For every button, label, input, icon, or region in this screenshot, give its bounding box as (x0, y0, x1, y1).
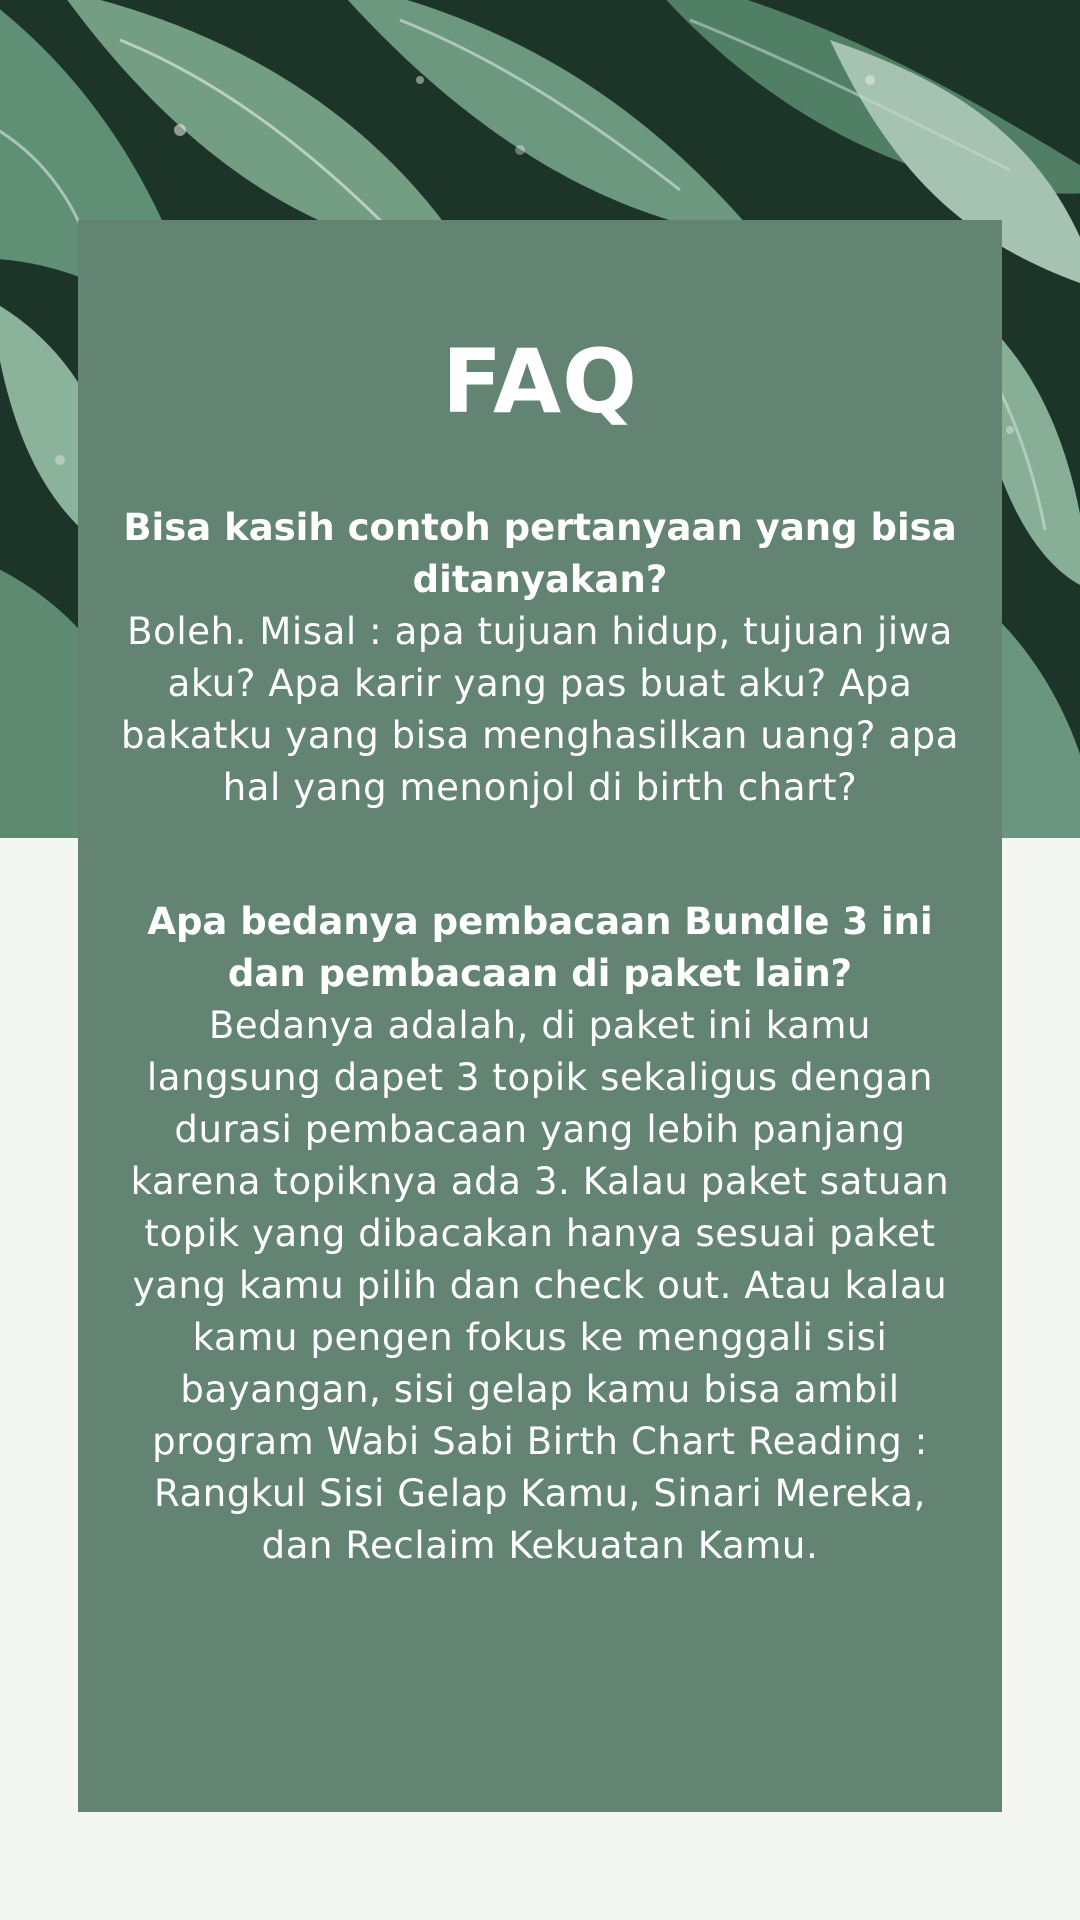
faq-item (118, 896, 962, 1572)
faq-title: FAQ (442, 330, 638, 433)
faq-answer: Bedanya adalah, di paket ini kamu langsung dapet 3 topik sekaligus dengan durasi pembacaan yang lebih panjang karena topiknya ada 3. Kalau paket satuan topik yang dibacakan hanya sesuai paket yang kamu pilih dan check out. Atau kalau kamu pengen fokus ke menggali sisi bayangan, sisi gelap kamu bisa ambil program Wabi Sabi Birth Chart Reading : Rangkul Sisi Gelap Kamu, Sinari Mereka, dan Reclaim Kekuatan Kamu. (130, 1004, 950, 1567)
faq-question: Apa bedanya pembacaan Bundle 3 ini dan pembacaan di paket lain? (147, 900, 933, 995)
faq-answer: Boleh. Misal : apa tujuan hidup, tujuan jiwa aku? Apa karir yang pas buat aku? Apa bakatku yang bisa menghasilkan uang? apa hal yang menonjol di birth chart? (120, 610, 960, 809)
faq-question: Bisa kasih contoh pertanyaan yang bisa ditanyakan? (123, 506, 957, 601)
faq-item (118, 502, 962, 814)
faq-card (78, 220, 1002, 1812)
